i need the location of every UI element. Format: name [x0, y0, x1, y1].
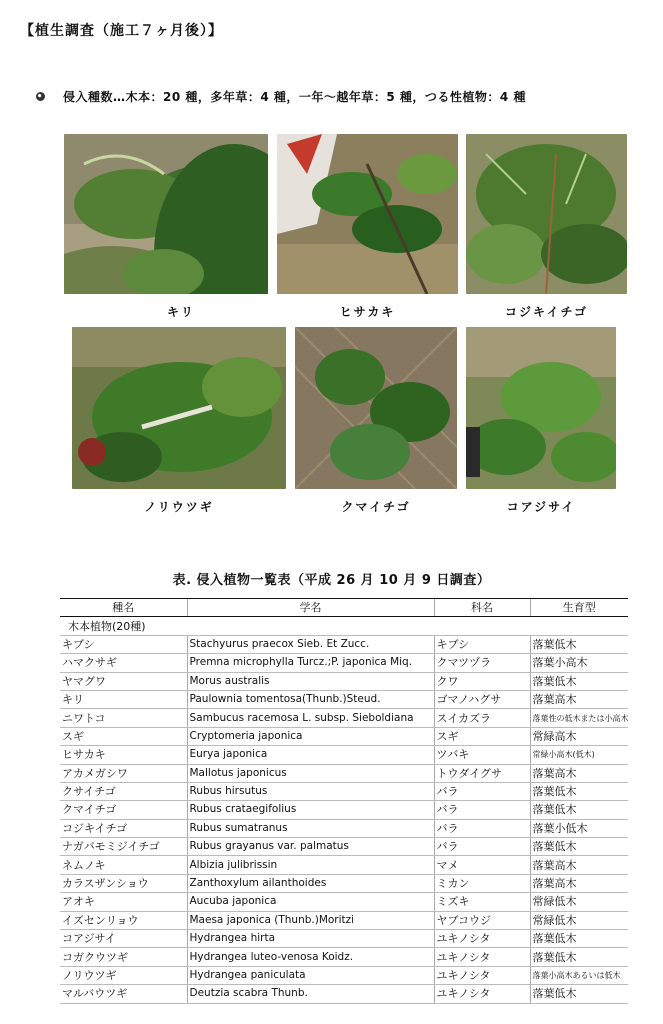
cell-family: ヤブコウジ: [434, 911, 530, 929]
header-growth-form: 生育型: [530, 599, 628, 617]
species-summary: [36, 88, 526, 105]
cell-family: バラ: [434, 838, 530, 856]
cell-growth-form: 落葉小高木: [530, 654, 628, 672]
cell-species: クサイチゴ: [60, 782, 187, 800]
table-row: [60, 874, 628, 892]
cell-growth-form: 常緑低木: [530, 911, 628, 929]
table-row: [60, 746, 628, 764]
photo-hisakaki: [277, 134, 458, 294]
cell-growth-form: 常緑低木: [530, 893, 628, 911]
table-row: [60, 709, 628, 727]
cell-family: ユキノシタ: [434, 966, 530, 984]
cell-scientific-name: Stachyurus praecox Sieb. Et Zucc.: [187, 635, 434, 653]
cell-species: コガクウツギ: [60, 948, 187, 966]
cell-growth-form: 落葉低木: [530, 782, 628, 800]
photo-noriutsugi: [72, 327, 286, 489]
cell-growth-form: 落葉低木: [530, 985, 628, 1003]
caption-noriutsugi: ノリウツギ: [144, 500, 214, 514]
cell-species: アカメガシワ: [60, 764, 187, 782]
header-scientific-name: 学名: [187, 599, 434, 617]
table-row: [60, 782, 628, 800]
table-row: [60, 672, 628, 690]
cell-family: マメ: [434, 856, 530, 874]
cell-growth-form: 常緑高木: [530, 727, 628, 745]
cell-species: ヤマグワ: [60, 672, 187, 690]
cell-species: ノリウツギ: [60, 966, 187, 984]
photo-kiri: [64, 134, 268, 294]
cell-scientific-name: Rubus hirsutus: [187, 782, 434, 800]
cell-species: キブシ: [60, 635, 187, 653]
cell-family: クワ: [434, 672, 530, 690]
header-family: 科名: [434, 599, 530, 617]
bullet-icon: [36, 92, 45, 101]
cell-family: ミズキ: [434, 893, 530, 911]
table-body: [60, 617, 628, 1003]
cell-scientific-name: Aucuba japonica: [187, 893, 434, 911]
cell-scientific-name: Paulownia tomentosa(Thunb.)Steud.: [187, 690, 434, 708]
photo-kojikiichigo: [466, 134, 627, 294]
cell-species: ハマクサギ: [60, 654, 187, 672]
header-species: 種名: [60, 599, 187, 617]
cell-species: ニワトコ: [60, 709, 187, 727]
table-row: [60, 911, 628, 929]
cell-scientific-name: Premna microphylla Turcz.;P. japonica Miq.: [187, 654, 434, 672]
cell-scientific-name: Rubus crataegifolius: [187, 801, 434, 819]
cell-family: スギ: [434, 727, 530, 745]
cell-family: クマツヅラ: [434, 654, 530, 672]
cell-scientific-name: Morus australis: [187, 672, 434, 690]
cell-species: ナガバモミジイチゴ: [60, 838, 187, 856]
caption-hisakaki: ヒサカキ: [339, 305, 396, 319]
cell-species: ヒサカキ: [60, 746, 187, 764]
cell-growth-form: 落葉低木: [530, 930, 628, 948]
cell-growth-form: 落葉高木: [530, 690, 628, 708]
species-summary-text: 侵入種数…木本：20 種，多年草：4 種，一年～越年草：5 種，つる性植物：4 種: [63, 90, 526, 104]
cell-growth-form: 落葉低木: [530, 672, 628, 690]
plant-table: [60, 598, 628, 1004]
group-row: [60, 617, 628, 635]
cell-scientific-name: Hydrangea paniculata: [187, 966, 434, 984]
cell-scientific-name: Mallotus japonicus: [187, 764, 434, 782]
cell-scientific-name: Zanthoxylum ailanthoides: [187, 874, 434, 892]
cell-growth-form: 落葉低木: [530, 948, 628, 966]
cell-scientific-name: Rubus sumatranus: [187, 819, 434, 837]
cell-growth-form: 常緑小高木(低木): [530, 746, 628, 764]
cell-species: マルバウツギ: [60, 985, 187, 1003]
table-row: [60, 838, 628, 856]
table-row: [60, 893, 628, 911]
cell-growth-form: 落葉高木: [530, 874, 628, 892]
caption-kiri: キリ: [166, 305, 195, 319]
page-title: 【植生調査（施工７ヶ月後）】: [20, 23, 223, 39]
cell-scientific-name: Cryptomeria japonica: [187, 727, 434, 745]
cell-species: スギ: [60, 727, 187, 745]
table-row: [60, 819, 628, 837]
cell-species: クマイチゴ: [60, 801, 187, 819]
caption-kojikiichigo: コジキイチゴ: [504, 305, 589, 319]
cell-growth-form: 落葉小高木あるいは低木: [530, 966, 628, 984]
table-row: [60, 966, 628, 984]
table-row: [60, 764, 628, 782]
cell-scientific-name: Hydrangea hirta: [187, 930, 434, 948]
cell-growth-form: 落葉低木: [530, 635, 628, 653]
cell-family: ユキノシタ: [434, 930, 530, 948]
cell-growth-form: 落葉低木: [530, 801, 628, 819]
cell-species: コジキイチゴ: [60, 819, 187, 837]
table-title: 表. 侵入植物一覧表（平成 26 月 10 月 9 日調査）: [172, 573, 491, 588]
cell-scientific-name: Albizia julibrissin: [187, 856, 434, 874]
cell-species: コアジサイ: [60, 930, 187, 948]
table-header-row: [60, 599, 628, 617]
group-label: 木本植物(20種): [60, 617, 628, 635]
cell-growth-form: 落葉低木: [530, 838, 628, 856]
cell-scientific-name: Hydrangea luteo-venosa Koidz.: [187, 948, 434, 966]
table-row: [60, 727, 628, 745]
cell-scientific-name: Deutzia scabra Thunb.: [187, 985, 434, 1003]
table-row: [60, 635, 628, 653]
cell-family: バラ: [434, 819, 530, 837]
table-row: [60, 985, 628, 1003]
photo-koajisai: [466, 327, 616, 489]
cell-growth-form: 落葉高木: [530, 764, 628, 782]
cell-species: キリ: [60, 690, 187, 708]
cell-scientific-name: Sambucus racemosa L. subsp. Sieboldiana: [187, 709, 434, 727]
caption-koajisai: コアジサイ: [506, 500, 576, 514]
cell-growth-form: 落葉小低木: [530, 819, 628, 837]
cell-species: カラスザンショウ: [60, 874, 187, 892]
cell-family: ゴマノハグサ: [434, 690, 530, 708]
cell-family: ユキノシタ: [434, 948, 530, 966]
caption-kumaichigo: クマイチゴ: [341, 500, 411, 514]
cell-scientific-name: Eurya japonica: [187, 746, 434, 764]
table-row: [60, 948, 628, 966]
cell-family: スイカズラ: [434, 709, 530, 727]
cell-species: アオキ: [60, 893, 187, 911]
cell-family: トウダイグサ: [434, 764, 530, 782]
table-row: [60, 856, 628, 874]
table-row: [60, 801, 628, 819]
cell-scientific-name: Rubus grayanus var. palmatus: [187, 838, 434, 856]
cell-growth-form: 落葉高木: [530, 856, 628, 874]
cell-species: ネムノキ: [60, 856, 187, 874]
cell-scientific-name: Maesa japonica (Thunb.)Moritzi: [187, 911, 434, 929]
cell-family: ミカン: [434, 874, 530, 892]
cell-species: イズセンリョウ: [60, 911, 187, 929]
photo-kumaichigo: [295, 327, 457, 489]
cell-family: キブシ: [434, 635, 530, 653]
table-row: [60, 654, 628, 672]
cell-growth-form: 落葉性の低木または小高木: [530, 709, 628, 727]
table-row: [60, 690, 628, 708]
cell-family: ツバキ: [434, 746, 530, 764]
cell-family: バラ: [434, 801, 530, 819]
cell-family: ユキノシタ: [434, 985, 530, 1003]
table-row: [60, 930, 628, 948]
cell-family: バラ: [434, 782, 530, 800]
